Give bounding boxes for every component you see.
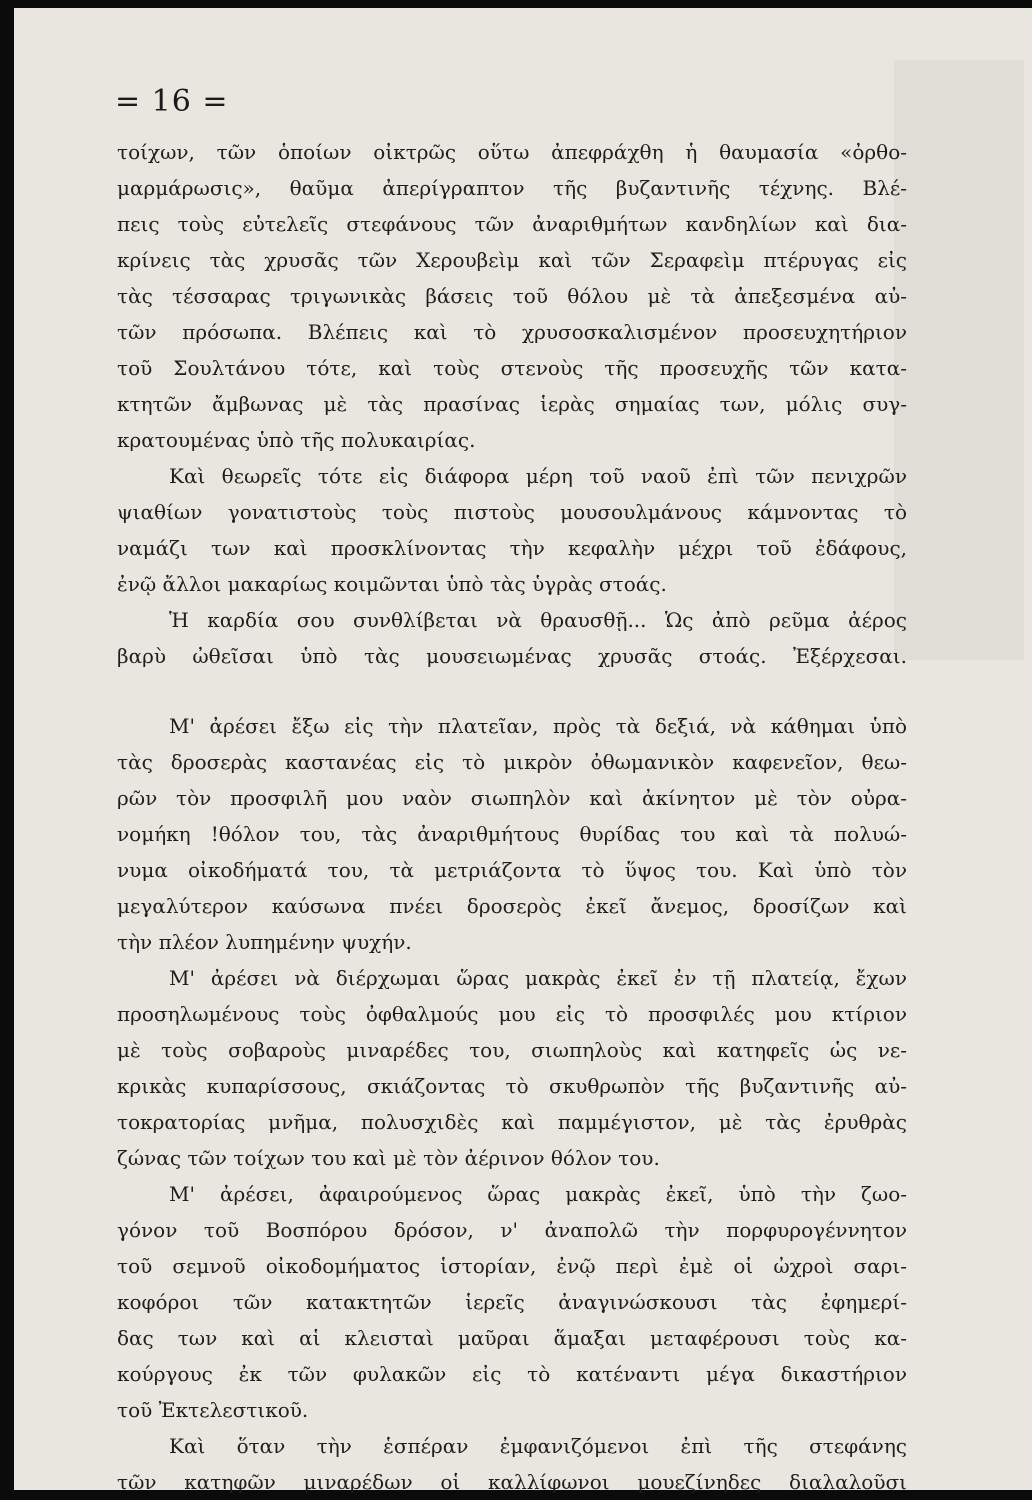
- text-line: τοῦ Σουλτάνου τότε, καὶ τοὺς στενοὺς τῆς προσευχῆς τῶν κατα-: [117, 356, 907, 380]
- text-line: βαρὺ ὠθεῖσαι ὑπὸ τὰς μουσειωμένας χρυσᾶς στοάς. Ἐξέρχεσαι.: [117, 644, 907, 668]
- text-line: κτητῶν ἄμβωνας μὲ τὰς πρασίνας ἱερὰς σημαίας των, μόλις συγ-: [117, 392, 907, 416]
- text-line: τὰς τέσσαρας τριγωνικὰς βάσεις τοῦ θόλου μὲ τὰ ἀπεξεσμένα αὐ-: [117, 284, 907, 308]
- text-line: Ἡ καρδία σου συνθλίβεται νὰ θραυσθῇ... Ὡς ἀπὸ ρεῦμα ἀέρος: [169, 608, 907, 632]
- text-line: κρατουμένας ὑπὸ τῆς πολυκαιρίας.: [117, 428, 476, 452]
- body-text: [117, 134, 907, 1500]
- text-line: τοῦ Ἐκτελεστικοῦ.: [117, 1398, 309, 1422]
- text-line: κούργους ἐκ τῶν φυλακῶν εἰς τὸ κατέναντι μέγα δικαστήριον: [117, 1362, 907, 1386]
- paragraph-block-1: [117, 134, 907, 674]
- text-line: μαρμάρωσις», θαῦμα ἀπερίγραπτον τῆς βυζαντινῆς τέχνης. Βλέ-: [117, 176, 907, 200]
- text-line: γόνον τοῦ Βοσπόρου δρόσον, ν' ἀναπολῶ τὴν πορφυρογέννητον: [117, 1218, 907, 1242]
- page-number: = 16 =: [115, 84, 229, 119]
- paragraph-block-2: [117, 708, 907, 1500]
- show-through-shade: [894, 60, 1024, 660]
- text-line: τῶν κατηφῶν μιναρέδων οἱ καλλίφωνοι μουεζίνηδες διαλαλοῦσι: [117, 1470, 907, 1494]
- text-line: ζώνας τῶν τοίχων του καὶ μὲ τὸν ἀέρινον θόλον του.: [117, 1146, 660, 1170]
- text-line: τὰς δροσερὰς καστανέας εἰς τὸ μικρὸν ὀθωμανικὸν καφενεῖον, θεω-: [117, 750, 907, 774]
- text-line: νυμα οἰκοδήματά του, τὰ μετριάζοντα τὸ ὕψος του. Καὶ ὑπὸ τὸν: [117, 858, 907, 882]
- text-line: κρίνεις τὰς χρυσᾶς τῶν Χερουβεὶμ καὶ τῶν Σεραφεὶμ πτέρυγας εἰς: [117, 248, 907, 272]
- text-line: ἐνῷ ἄλλοι μακαρίως κοιμῶνται ὑπὸ τὰς ὑγρὰς στοάς.: [117, 572, 667, 596]
- section-gap: [117, 674, 907, 708]
- scan-border-left: [0, 0, 14, 1500]
- text-line: Μ' ἀρέσει νὰ διέρχωμαι ὥρας μακρὰς ἐκεῖ ἐν τῇ πλατείᾳ, ἔχων: [169, 966, 907, 990]
- text-line: Καὶ ὅταν τὴν ἑσπέραν ἐμφανιζόμενοι ἐπὶ τῆς στεφάνης: [169, 1434, 907, 1458]
- text-line: Καὶ θεωρεῖς τότε εἰς διάφορα μέρη τοῦ ναοῦ ἐπὶ τῶν πενιχρῶν: [169, 464, 907, 488]
- text-line: προσηλωμένους τοὺς ὀφθαλμούς μου εἰς τὸ προσφιλές μου κτίριον: [117, 1002, 907, 1026]
- text-line: τοκρατορίας μνῆμα, πολυσχιδὲς καὶ παμμέγιστον, μὲ τὰς ἐρυθρὰς: [117, 1110, 907, 1134]
- text-line: ρῶν τὸν προσφιλῆ μου ναὸν σιωπηλὸν καὶ ἀκίνητον μὲ τὸν οὐρα-: [117, 786, 907, 810]
- text-line: πεις τοὺς εὐτελεῖς στεφάνους τῶν ἀναριθμήτων κανδηλίων καὶ δια-: [117, 212, 907, 236]
- text-line: τὴν πλέον λυπημένην ψυχήν.: [117, 930, 412, 954]
- text-line: κρικὰς κυπαρίσσους, σκιάζοντας τὸ σκυθρωπὸν τῆς βυζαντινῆς αὐ-: [117, 1074, 907, 1098]
- text-line: Μ' ἀρέσει ἔξω εἰς τὴν πλατεῖαν, πρὸς τὰ δεξιά, νὰ κάθημαι ὑπὸ: [169, 714, 907, 738]
- text-line: κοφόροι τῶν κατακτητῶν ἱερεῖς ἀναγινώσκουσι τὰς ἐφημερί-: [117, 1290, 907, 1314]
- text-line: τοῦ σεμνοῦ οἰκοδομήματος ἱστορίαν, ἐνῷ περὶ ἐμὲ οἱ ὠχροὶ σαρι-: [117, 1254, 907, 1278]
- text-line: τῶν πρόσωπα. Βλέπεις καὶ τὸ χρυσοσκαλισμένον προσευχητήριον: [117, 320, 907, 344]
- text-line: δας των καὶ αἱ κλεισταὶ μαῦραι ἅμαξαι μεταφέρουσι τοὺς κα-: [117, 1326, 907, 1350]
- text-line: μὲ τοὺς σοβαροὺς μιναρέδες του, σιωπηλοὺς καὶ κατηφεῖς ὡς νε-: [117, 1038, 907, 1062]
- text-line: νομήκη !θόλον του, τὰς ἀναριθμήτους θυρίδας του καὶ τὰ πολυώ-: [117, 822, 907, 846]
- text-line: ψιαθίων γονατιστοὺς τοὺς πιστοὺς μουσουλμάνους κάμνοντας τὸ: [117, 500, 907, 524]
- text-line: Μ' ἀρέσει, ἀφαιρούμενος ὥρας μακρὰς ἐκεῖ, ὑπὸ τὴν ζωο-: [169, 1182, 907, 1206]
- text-line: μεγαλύτερον καύσωνα πνέει δροσερὸς ἐκεῖ ἄνεμος, δροσίζων καὶ: [117, 894, 907, 918]
- text-line: τοίχων, τῶν ὁποίων οἰκτρῶς οὕτω ἀπεφράχθη ἡ θαυμασία «ὀρθο-: [117, 140, 907, 164]
- scan-border-top: [0, 0, 1032, 8]
- text-line: ναμάζι των καὶ προσκλίνοντας τὴν κεφαλὴν μέχρι τοῦ ἐδάφους,: [117, 536, 907, 560]
